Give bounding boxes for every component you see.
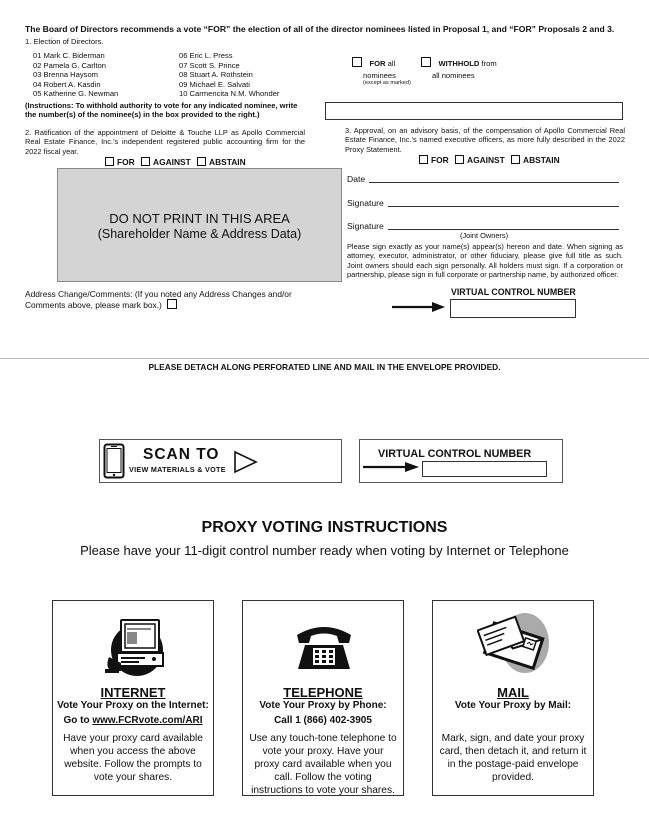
nominee: 09 Michael E. Salvati xyxy=(179,79,250,89)
checkbox[interactable] xyxy=(105,157,114,166)
date-line[interactable] xyxy=(369,182,619,183)
computer-icon xyxy=(103,613,167,679)
nominee-list-1 xyxy=(33,51,118,99)
internet-title: INTERNET xyxy=(100,685,166,700)
for-all-line2: nominees xyxy=(363,71,396,80)
date-label: Date xyxy=(347,174,366,184)
nominee: 03 Brenna Haysom xyxy=(33,70,99,79)
address-change-text: Address Change/Comments: (If you noted any Address Changes and/or Comments above, please mark box.) xyxy=(25,289,292,310)
internet-url-link[interactable]: www.FCRvote.com/ARI xyxy=(92,715,203,726)
proposal2-text: 2. Ratification of the appointment of Deloitte & Touche LLP as Apollo Commercial Real Estate Finance, Inc.’s independent registered public accounting firm for the 2022 fiscal year. xyxy=(25,128,305,156)
nominee: 02 Pamela G. Carlton xyxy=(33,60,107,70)
telephone-icon xyxy=(293,621,355,673)
proposal3-abstain[interactable]: ABSTAIN xyxy=(511,155,560,165)
nominee: 04 Robert A. Kasdin xyxy=(33,79,101,89)
signature-label-2: Signature xyxy=(347,221,384,231)
scan-subtitle: VIEW MATERIALS & VOTE xyxy=(129,465,226,474)
nominee: 06 Eric L. Press xyxy=(179,51,233,60)
board-recommendation: The Board of Directors recommends a vote “FOR” the election of all of the director nominees listed in Proposal 1, and “FOR” Proposals 2 and 3. xyxy=(25,24,615,34)
nominee: 08 Stuart A. Rothstein xyxy=(179,70,253,79)
nominee: 07 Scott S. Prince xyxy=(179,60,240,70)
proposal1-title: 1. Election of Directors. xyxy=(25,37,104,46)
mail-line1: Vote Your Proxy by Mail: xyxy=(454,700,572,711)
proposal3-text: 3. Approval, on an advisory basis, of the compensation of Apollo Commercial Real Estate Finance, Inc.’s named executive officers, as more fully described in the 2022 Proxy Statement. xyxy=(345,126,625,154)
instructions-title: PROXY VOTING INSTRUCTIONS xyxy=(201,519,448,536)
for-all-label: FOR xyxy=(369,59,386,68)
control-number-field-bottom[interactable] xyxy=(422,461,547,477)
telephone-line1: Vote Your Proxy by Phone: xyxy=(259,700,387,711)
proposal2-options xyxy=(105,157,246,167)
proposal2-abstain[interactable]: ABSTAIN xyxy=(197,157,246,167)
proposal3-against[interactable]: AGAINST xyxy=(455,155,505,165)
nominee: 01 Mark C. Biderman xyxy=(33,51,105,60)
for-all-checkbox[interactable] xyxy=(352,57,362,67)
withhold-line2: all nominees xyxy=(432,71,475,80)
telephone-number: Call 1 (866) 402-3905 xyxy=(274,715,372,726)
signature-label-1: Signature xyxy=(347,198,384,208)
for-all-label-rest: all xyxy=(385,59,396,68)
checkbox[interactable] xyxy=(141,157,150,166)
withhold-label: WITHHOLD xyxy=(438,59,480,68)
control-number-field-top[interactable] xyxy=(450,299,576,318)
proposal3-options xyxy=(419,155,560,165)
withhold-option[interactable] xyxy=(421,53,497,80)
telephone-card xyxy=(242,600,404,796)
for-all-note: (except as marked) xyxy=(363,80,411,87)
internet-line2 xyxy=(53,715,213,726)
withhold-checkbox[interactable] xyxy=(421,57,431,67)
checkbox[interactable] xyxy=(511,155,520,164)
nominee: 05 Katherine G. Newman xyxy=(33,89,119,98)
for-all-option[interactable] xyxy=(352,53,411,86)
arrow-right-icon xyxy=(363,461,421,473)
control-number-label-top: VIRTUAL CONTROL NUMBER xyxy=(451,287,576,297)
checkbox[interactable] xyxy=(197,157,206,166)
play-arrow-icon xyxy=(233,450,259,474)
internet-body: Have your proxy card available when you access the above website. Follow the prompts to vote your shares. xyxy=(63,733,203,783)
signing-instructions: Please sign exactly as your name(s) appear(s) hereon and date. When signing as attorney, executor, administrator, or other fiduciary, please give full title as such. Joint owners should each sign personally. All holders must sign. If a corporation or partnership, please sign in full corporate or partnership name, by authorized officer. xyxy=(347,242,623,279)
instructions-subtitle: Please have your 11-digit control number ready when voting by Internet or Telephone xyxy=(80,543,569,558)
mail-card xyxy=(432,600,594,796)
signature-line-1[interactable] xyxy=(388,206,619,207)
nominee: 10 Carmencita N.M. Whonder xyxy=(179,89,280,98)
checkbox[interactable] xyxy=(419,155,428,164)
address-data-area xyxy=(57,168,342,282)
proposal2-for[interactable]: FOR xyxy=(105,157,135,167)
withhold-instructions: (Instructions: To withhold authority to vote for any indicated nominee, write the number(s) of the nominee(s) in the box provided to the right.) xyxy=(25,101,298,120)
mail-envelope-icon xyxy=(477,611,553,679)
checkbox[interactable] xyxy=(455,155,464,164)
arrow-right-icon xyxy=(392,301,446,313)
internet-line1: Vote Your Proxy on the Internet: xyxy=(57,700,209,711)
internet-go-to: Go to xyxy=(63,715,93,726)
signature-line-2[interactable] xyxy=(388,229,619,230)
do-not-print-line2: (Shareholder Name & Address Data) xyxy=(97,227,302,241)
proposal3-for[interactable]: FOR xyxy=(419,155,449,165)
withhold-nominee-input[interactable] xyxy=(325,102,623,120)
control-number-box-bottom xyxy=(359,439,563,483)
do-not-print-line1: DO NOT PRINT IN THIS AREA xyxy=(109,211,290,226)
nominee-list-2 xyxy=(179,51,279,99)
scan-box[interactable] xyxy=(99,439,342,483)
telephone-body: Use any touch-tone telephone to vote your proxy. Have your proxy card available when you call. Follow the voting instructions to vote your shares. xyxy=(249,733,397,796)
address-change xyxy=(25,289,315,310)
perforated-line xyxy=(0,358,649,359)
address-change-checkbox[interactable] xyxy=(167,299,177,309)
scan-title: SCAN TO xyxy=(143,446,220,463)
proposal2-against[interactable]: AGAINST xyxy=(141,157,191,167)
detach-instructions: PLEASE DETACH ALONG PERFORATED LINE AND MAIL IN THE ENVELOPE PROVIDED. xyxy=(148,362,501,372)
mail-body: Mark, sign, and date your proxy card, then detach it, and return it in the postage-paid envelope provided. xyxy=(439,733,587,783)
internet-card xyxy=(52,600,214,796)
withhold-label-rest: from xyxy=(479,59,497,68)
smartphone-icon xyxy=(103,443,125,479)
telephone-title: TELEPHONE xyxy=(283,685,363,700)
control-number-label-bottom: VIRTUAL CONTROL NUMBER xyxy=(378,448,532,460)
mail-title: MAIL xyxy=(497,685,529,700)
joint-owners-label: (Joint Owners) xyxy=(460,231,509,240)
